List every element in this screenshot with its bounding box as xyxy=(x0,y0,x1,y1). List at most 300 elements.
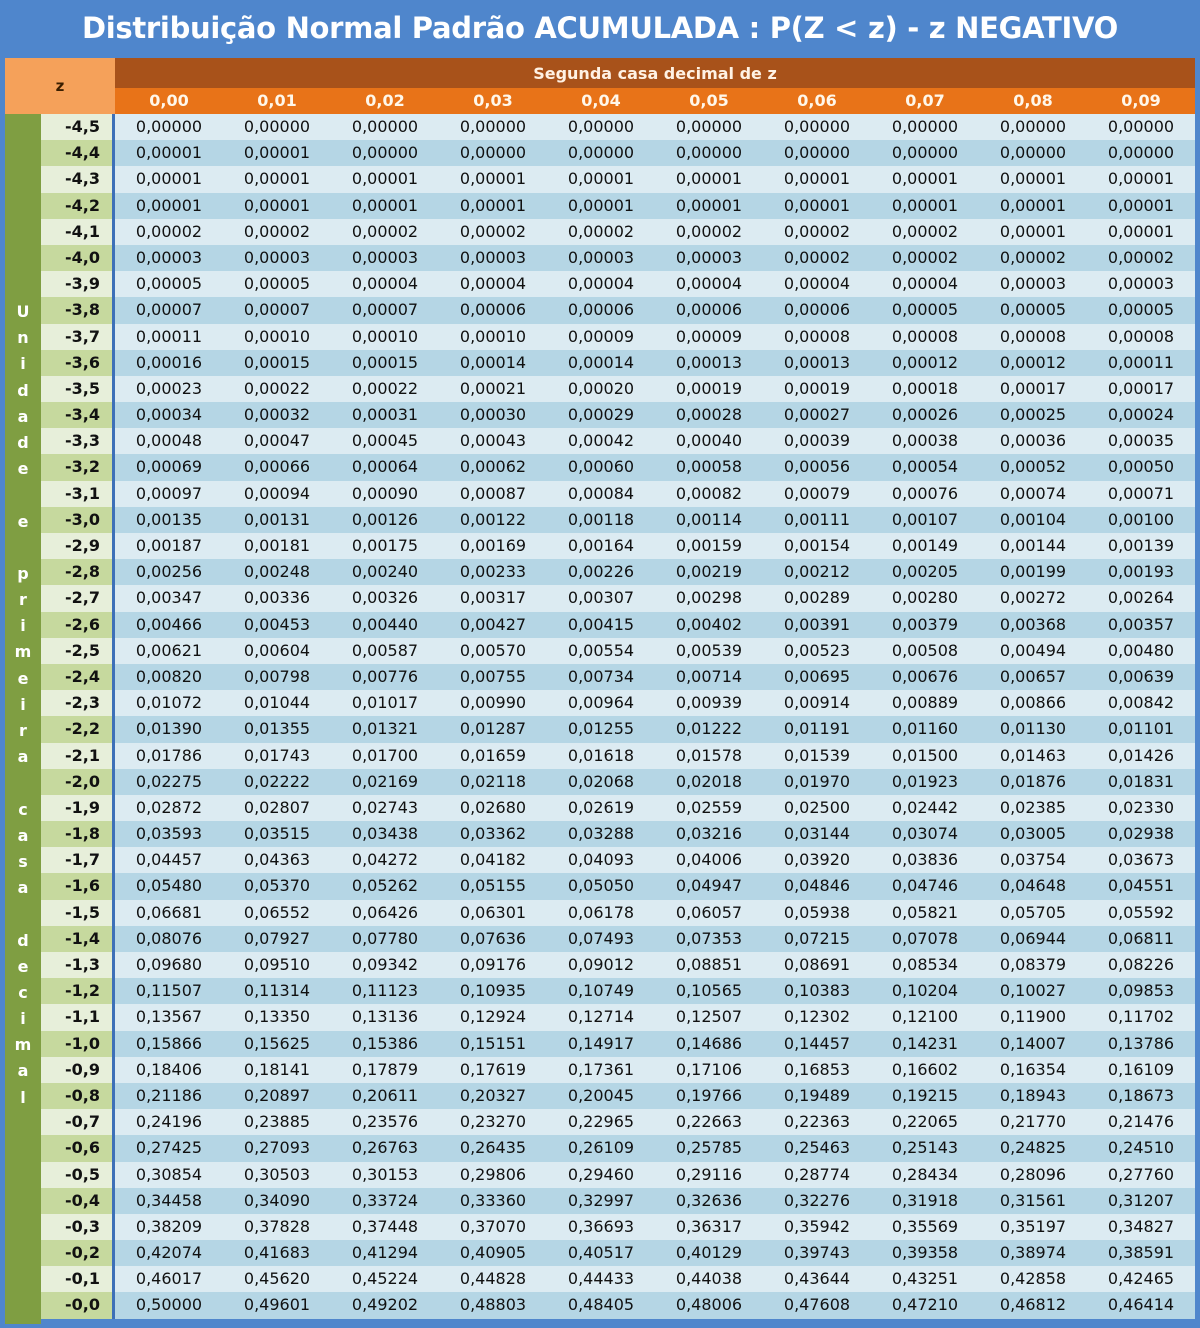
probability-cell: 0,00007 xyxy=(243,300,311,320)
probability-cell: 0,19766 xyxy=(675,1085,743,1105)
probability-cell: 0,05480 xyxy=(135,876,203,896)
probability-cell: 0,00003 xyxy=(999,274,1067,294)
probability-cell: 0,00058 xyxy=(675,457,743,477)
probability-cell: 0,29806 xyxy=(459,1164,527,1184)
probability-cell: 0,12507 xyxy=(675,1007,743,1027)
probability-cell: 0,16853 xyxy=(783,1059,851,1079)
probability-cell: 0,00036 xyxy=(999,431,1067,451)
probability-cell: 0,00187 xyxy=(135,536,203,555)
probability-cell: 0,01390 xyxy=(135,719,203,739)
probability-cell: 0,03074 xyxy=(891,824,959,844)
vertical-label-char: U xyxy=(16,302,30,321)
row-z-label: -0,7 xyxy=(41,1109,115,1135)
probability-cell: 0,06811 xyxy=(1107,928,1175,948)
probability-cell: 0,01160 xyxy=(891,719,959,739)
probability-cell: 0,19489 xyxy=(783,1085,851,1105)
probability-cell: 0,00043 xyxy=(459,431,527,451)
probability-cell: 0,00379 xyxy=(891,614,959,634)
vertical-label-char: m xyxy=(14,642,32,662)
table-row xyxy=(115,114,1195,140)
table-row xyxy=(115,716,1195,742)
probability-cell: 0,00054 xyxy=(891,457,959,477)
probability-cell: 0,14686 xyxy=(675,1033,743,1053)
probability-cell: 0,06426 xyxy=(351,902,419,922)
vertical-label-char: s xyxy=(18,851,28,871)
probability-cell: 0,04272 xyxy=(351,850,419,870)
probability-cell: 0,00866 xyxy=(999,693,1067,713)
probability-cell: 0,06301 xyxy=(459,902,527,922)
probability-cell: 0,02619 xyxy=(567,797,635,817)
vertical-label-char: a xyxy=(17,747,29,767)
probability-cell: 0,06178 xyxy=(567,902,635,922)
probability-cell: 0,00003 xyxy=(351,247,419,267)
vertical-label-char: c xyxy=(18,982,28,1002)
table-row xyxy=(115,978,1195,1004)
probability-cell: 0,14917 xyxy=(567,1033,635,1053)
probability-cell: 0,00107 xyxy=(891,509,959,529)
probability-cell: 0,00000 xyxy=(567,117,635,136)
vertical-label-char: m xyxy=(14,1035,32,1055)
probability-cell: 0,20897 xyxy=(243,1085,311,1105)
probability-cell: 0,38209 xyxy=(135,1216,203,1236)
probability-cell: 0,00657 xyxy=(999,666,1067,686)
probability-cell: 0,04182 xyxy=(459,850,527,870)
probability-cell: 0,00094 xyxy=(243,483,311,503)
probability-cell: 0,00001 xyxy=(135,195,203,215)
vertical-label-char: i xyxy=(20,616,26,636)
probability-cell: 0,00082 xyxy=(675,483,743,503)
vertical-label-char: l xyxy=(20,1087,26,1107)
probability-cell: 0,01191 xyxy=(783,719,851,739)
probability-cell: 0,00226 xyxy=(567,562,635,582)
table-row xyxy=(115,271,1195,297)
vertical-label-char: a xyxy=(17,406,29,426)
probability-cell: 0,47210 xyxy=(891,1295,959,1315)
vertical-label-char: r xyxy=(19,721,27,740)
probability-cell: 0,15151 xyxy=(459,1033,527,1053)
probability-cell: 0,10204 xyxy=(891,981,959,1001)
probability-cell: 0,04363 xyxy=(243,850,311,870)
probability-cell: 0,00040 xyxy=(675,431,743,451)
table-row xyxy=(115,612,1195,638)
vertical-label-char: d xyxy=(17,432,29,452)
probability-cell: 0,11900 xyxy=(999,1007,1067,1027)
probability-cell: 0,00104 xyxy=(999,509,1067,529)
probability-cell: 0,28434 xyxy=(891,1164,959,1184)
probability-cell: 0,00131 xyxy=(243,509,311,529)
probability-cell: 0,17619 xyxy=(459,1059,527,1079)
probability-cell: 0,05592 xyxy=(1107,902,1175,922)
probability-cell: 0,09680 xyxy=(135,955,203,974)
probability-cell: 0,00415 xyxy=(567,614,635,634)
table-row xyxy=(115,638,1195,664)
probability-cell: 0,16602 xyxy=(891,1059,959,1079)
table-row xyxy=(115,847,1195,873)
vertical-label-char: i xyxy=(20,354,26,374)
probability-cell: 0,01618 xyxy=(567,745,635,765)
probability-cell: 0,00181 xyxy=(243,536,311,555)
row-z-label: -0,5 xyxy=(41,1162,115,1188)
probability-cell: 0,42465 xyxy=(1107,1269,1175,1289)
probability-cell: 0,00554 xyxy=(567,640,635,660)
probability-cell: 0,00298 xyxy=(675,588,743,608)
row-z-label: -4,4 xyxy=(41,140,115,166)
probability-cell: 0,21186 xyxy=(135,1085,203,1105)
probability-cell: 0,30503 xyxy=(243,1164,311,1184)
probability-cell: 0,41294 xyxy=(351,1243,419,1263)
probability-cell: 0,44038 xyxy=(675,1269,743,1289)
probability-cell: 0,04746 xyxy=(891,876,959,896)
probability-cell: 0,32276 xyxy=(783,1190,851,1210)
row-z-label: -3,0 xyxy=(41,507,115,533)
probability-cell: 0,03920 xyxy=(783,850,851,870)
probability-cell: 0,50000 xyxy=(135,1295,203,1315)
probability-cell: 0,00023 xyxy=(135,378,203,398)
row-z-label: -1,1 xyxy=(41,1004,115,1030)
probability-cell: 0,00003 xyxy=(243,247,311,267)
probability-cell: 0,10935 xyxy=(459,981,527,1001)
row-z-label: -0,2 xyxy=(41,1240,115,1266)
probability-cell: 0,00069 xyxy=(135,457,203,477)
probability-cell: 0,37070 xyxy=(459,1216,527,1236)
probability-cell: 0,13786 xyxy=(1107,1033,1175,1053)
probability-cell: 0,04093 xyxy=(567,850,635,870)
row-z-label: -3,7 xyxy=(41,324,115,350)
table-row xyxy=(115,664,1195,690)
probability-cell: 0,08379 xyxy=(999,955,1067,974)
probability-cell: 0,00076 xyxy=(891,483,959,503)
probability-cell: 0,00001 xyxy=(567,195,635,215)
row-z-label: -2,6 xyxy=(41,612,115,638)
probability-cell: 0,00001 xyxy=(243,195,311,215)
probability-cell: 0,02938 xyxy=(1107,824,1175,844)
probability-cell: 0,00118 xyxy=(567,509,635,529)
probability-cell: 0,00035 xyxy=(1107,431,1175,451)
probability-cell: 0,07078 xyxy=(891,928,959,948)
probability-cell: 0,03144 xyxy=(783,824,851,844)
probability-cell: 0,00045 xyxy=(351,431,419,451)
probability-cell: 0,00000 xyxy=(351,117,419,136)
probability-cell: 0,02118 xyxy=(459,771,527,791)
probability-cell: 0,00025 xyxy=(999,405,1067,425)
probability-cell: 0,44828 xyxy=(459,1269,527,1289)
column-header: 0,02 xyxy=(365,91,405,110)
probability-cell: 0,00508 xyxy=(891,640,959,660)
probability-cell: 0,20045 xyxy=(567,1085,635,1105)
probability-cell: 0,00060 xyxy=(567,457,635,477)
probability-cell: 0,00000 xyxy=(891,143,959,163)
table-row xyxy=(115,245,1195,271)
probability-cell: 0,22363 xyxy=(783,1112,851,1132)
vertical-label-char: n xyxy=(17,328,29,348)
probability-cell: 0,00326 xyxy=(351,588,419,608)
probability-cell: 0,00357 xyxy=(1107,614,1175,634)
probability-cell: 0,09342 xyxy=(351,955,419,974)
probability-cell: 0,00199 xyxy=(999,562,1067,582)
probability-cell: 0,01831 xyxy=(1107,771,1175,791)
probability-cell: 0,31561 xyxy=(999,1190,1067,1210)
vertical-label-char: c xyxy=(18,799,28,819)
probability-cell: 0,00427 xyxy=(459,614,527,634)
probability-cell: 0,05821 xyxy=(891,902,959,922)
probability-cell: 0,01255 xyxy=(567,719,635,739)
probability-cell: 0,16354 xyxy=(999,1059,1067,1079)
probability-cell: 0,00000 xyxy=(891,117,959,136)
probability-cell: 0,48006 xyxy=(675,1295,743,1315)
probability-cell: 0,00034 xyxy=(135,405,203,425)
probability-cell: 0,02500 xyxy=(783,797,851,817)
probability-cell: 0,00587 xyxy=(351,640,419,660)
probability-cell: 0,39358 xyxy=(891,1243,959,1263)
probability-cell: 0,01970 xyxy=(783,771,851,791)
probability-cell: 0,37828 xyxy=(243,1216,311,1236)
probability-cell: 0,17106 xyxy=(675,1059,743,1079)
row-z-label: -3,1 xyxy=(41,481,115,507)
probability-cell: 0,15625 xyxy=(243,1033,311,1053)
probability-cell: 0,00050 xyxy=(1107,457,1175,477)
probability-cell: 0,23576 xyxy=(351,1112,419,1132)
probability-cell: 0,00347 xyxy=(135,588,203,608)
probability-cell: 0,00011 xyxy=(1107,352,1175,372)
probability-cell: 0,00154 xyxy=(783,536,851,555)
row-z-label: -2,5 xyxy=(41,638,115,664)
page-title: Distribuição Normal Padrão ACUMULADA : P(Z < z) - z NEGATIVO xyxy=(81,11,1119,45)
probability-cell: 0,00039 xyxy=(783,431,851,451)
probability-cell: 0,00695 xyxy=(783,666,851,686)
probability-cell: 0,00001 xyxy=(459,195,527,215)
probability-cell: 0,02068 xyxy=(567,771,635,791)
probability-cell: 0,33724 xyxy=(351,1190,419,1210)
probability-cell: 0,04947 xyxy=(675,876,743,896)
probability-cell: 0,22065 xyxy=(891,1112,959,1132)
probability-cell: 0,24510 xyxy=(1107,1138,1175,1158)
probability-cell: 0,00842 xyxy=(1107,693,1175,713)
probability-cell: 0,46414 xyxy=(1107,1295,1175,1315)
vertical-label-char: a xyxy=(17,878,29,898)
probability-cell: 0,07927 xyxy=(243,928,311,948)
probability-cell: 0,07215 xyxy=(783,928,851,948)
probability-cell: 0,08691 xyxy=(783,955,851,974)
probability-cell: 0,00001 xyxy=(891,169,959,189)
row-z-label: -0,8 xyxy=(41,1083,115,1109)
probability-cell: 0,00000 xyxy=(243,117,311,136)
probability-cell: 0,00004 xyxy=(675,274,743,294)
probability-cell: 0,18141 xyxy=(243,1059,311,1079)
probability-cell: 0,00017 xyxy=(999,378,1067,398)
probability-cell: 0,00015 xyxy=(351,352,419,372)
probability-cell: 0,00014 xyxy=(567,352,635,372)
probability-cell: 0,00135 xyxy=(135,509,203,529)
probability-cell: 0,00494 xyxy=(999,640,1067,660)
probability-cell: 0,20327 xyxy=(459,1085,527,1105)
table-row xyxy=(115,297,1195,323)
probability-cell: 0,09510 xyxy=(243,955,311,974)
probability-cell: 0,11702 xyxy=(1107,1007,1175,1027)
probability-cell: 0,21476 xyxy=(1107,1112,1175,1132)
probability-cell: 0,00006 xyxy=(783,300,851,320)
probability-cell: 0,35942 xyxy=(783,1216,851,1236)
probability-cell: 0,00002 xyxy=(891,247,959,267)
probability-cell: 0,00001 xyxy=(351,169,419,189)
row-label-column xyxy=(41,114,115,1324)
probability-cell: 0,01500 xyxy=(891,745,959,765)
probability-cell: 0,00539 xyxy=(675,640,743,660)
vertical-label-char: i xyxy=(20,694,26,714)
probability-cell: 0,26435 xyxy=(459,1138,527,1158)
probability-cell: 0,00019 xyxy=(783,378,851,398)
table-row xyxy=(115,821,1195,847)
probability-cell: 0,00029 xyxy=(567,405,635,425)
probability-cell: 0,00006 xyxy=(459,300,527,320)
probability-cell: 0,00031 xyxy=(351,405,419,425)
probability-cell: 0,00062 xyxy=(459,457,527,477)
probability-cell: 0,03005 xyxy=(999,824,1067,844)
table-row xyxy=(115,166,1195,192)
probability-cell: 0,00022 xyxy=(243,378,311,398)
probability-cell: 0,00002 xyxy=(135,221,203,241)
probability-cell: 0,43251 xyxy=(891,1269,959,1289)
probability-cell: 0,00000 xyxy=(1107,143,1175,163)
probability-cell: 0,00028 xyxy=(675,405,743,425)
table-row xyxy=(115,743,1195,769)
row-z-label: -1,9 xyxy=(41,795,115,821)
probability-cell: 0,03216 xyxy=(675,824,743,844)
probability-cell: 0,01426 xyxy=(1107,745,1175,765)
probability-cell: 0,01044 xyxy=(243,693,311,713)
probability-cell: 0,00248 xyxy=(243,562,311,582)
probability-cell: 0,00004 xyxy=(783,274,851,294)
probability-cell: 0,00002 xyxy=(891,221,959,241)
probability-cell: 0,12714 xyxy=(567,1007,635,1027)
table-row xyxy=(115,1057,1195,1083)
probability-cell: 0,00714 xyxy=(675,666,743,686)
probability-cell: 0,00001 xyxy=(891,195,959,215)
probability-cell: 0,37448 xyxy=(351,1216,419,1236)
probability-cell: 0,07636 xyxy=(459,928,527,948)
probability-cell: 0,03515 xyxy=(243,824,311,844)
probability-cell: 0,00000 xyxy=(675,143,743,163)
probability-cell: 0,00003 xyxy=(459,247,527,267)
row-z-label: -3,5 xyxy=(41,376,115,402)
probability-cell: 0,11314 xyxy=(243,981,311,1001)
probability-cell: 0,00002 xyxy=(243,221,311,241)
probability-cell: 0,00030 xyxy=(459,405,527,425)
probability-cell: 0,43644 xyxy=(783,1269,851,1289)
probability-cell: 0,00001 xyxy=(135,169,203,189)
probability-cell: 0,00047 xyxy=(243,431,311,451)
probability-cell: 0,00001 xyxy=(675,169,743,189)
row-z-label: -0,9 xyxy=(41,1057,115,1083)
probability-cell: 0,01876 xyxy=(999,771,1067,791)
probability-cell: 0,00012 xyxy=(891,352,959,372)
probability-cell: 0,00914 xyxy=(783,693,851,713)
probability-cell: 0,27425 xyxy=(135,1138,203,1158)
probability-cell: 0,00676 xyxy=(891,666,959,686)
probability-cell: 0,10383 xyxy=(783,981,851,1001)
table-row xyxy=(115,1031,1195,1057)
probability-cell: 0,38974 xyxy=(999,1243,1067,1263)
probability-cell: 0,00604 xyxy=(243,640,311,660)
probability-cell: 0,26109 xyxy=(567,1138,635,1158)
probability-cell: 0,00219 xyxy=(675,562,743,582)
probability-cell: 0,01578 xyxy=(675,745,743,765)
row-z-label: -3,6 xyxy=(41,350,115,376)
probability-cell: 0,12924 xyxy=(459,1007,527,1027)
probability-cell: 0,00480 xyxy=(1107,640,1175,660)
probability-cell: 0,40905 xyxy=(459,1243,527,1263)
probability-cell: 0,00001 xyxy=(783,169,851,189)
probability-cell: 0,34090 xyxy=(243,1190,311,1210)
probability-cell: 0,46812 xyxy=(999,1295,1067,1315)
probability-cell: 0,07493 xyxy=(567,928,635,948)
probability-cell: 0,00111 xyxy=(783,509,851,529)
probability-cell: 0,23270 xyxy=(459,1112,527,1132)
table-row xyxy=(115,952,1195,978)
probability-cell: 0,00240 xyxy=(351,562,419,582)
probability-cell: 0,35569 xyxy=(891,1216,959,1236)
table-row xyxy=(115,1004,1195,1030)
probability-cell: 0,07780 xyxy=(351,928,419,948)
probability-cell: 0,00005 xyxy=(891,300,959,320)
row-z-label: -2,8 xyxy=(41,559,115,585)
vertical-label-char xyxy=(20,770,26,796)
vertical-label-char: d xyxy=(17,930,29,950)
probability-cell: 0,00042 xyxy=(567,431,635,451)
probability-cell: 0,00440 xyxy=(351,614,419,634)
probability-cell: 0,00889 xyxy=(891,693,959,713)
vertical-label-char: e xyxy=(17,511,29,531)
probability-cell: 0,00007 xyxy=(135,300,203,320)
probability-cell: 0,06681 xyxy=(135,902,203,922)
probability-cell: 0,00038 xyxy=(891,431,959,451)
probability-cell: 0,36693 xyxy=(567,1216,635,1236)
probability-cell: 0,00002 xyxy=(783,221,851,241)
probability-cell: 0,08226 xyxy=(1107,955,1175,974)
probability-cell: 0,00100 xyxy=(1107,509,1175,529)
probability-cell: 0,03438 xyxy=(351,824,419,844)
vertical-label-char: a xyxy=(17,1061,29,1081)
probability-cell: 0,00009 xyxy=(567,326,635,346)
probability-cell: 0,04006 xyxy=(675,850,743,870)
row-z-label: -3,4 xyxy=(41,402,115,428)
row-z-label: -2,4 xyxy=(41,664,115,690)
probability-cell: 0,00056 xyxy=(783,457,851,477)
probability-cell: 0,00280 xyxy=(891,588,959,608)
vertical-label-char xyxy=(20,901,26,927)
probability-cell: 0,04846 xyxy=(783,876,851,896)
probability-cell: 0,29116 xyxy=(675,1164,743,1184)
vertical-label-char: e xyxy=(17,956,29,976)
probability-cell: 0,00022 xyxy=(351,378,419,398)
probability-cell: 0,00090 xyxy=(351,483,419,503)
probability-cell: 0,11507 xyxy=(135,981,203,1001)
probability-cell: 0,00008 xyxy=(999,326,1067,346)
column-header: 0,03 xyxy=(473,91,513,110)
probability-cell: 0,00000 xyxy=(351,143,419,163)
vertical-label-char: e xyxy=(17,668,29,688)
probability-cell: 0,14457 xyxy=(783,1033,851,1053)
probability-cell: 0,00307 xyxy=(567,588,635,608)
probability-cell: 0,00032 xyxy=(243,405,311,425)
probability-cell: 0,08851 xyxy=(675,955,743,974)
row-z-label: -2,7 xyxy=(41,585,115,611)
probability-cell: 0,34458 xyxy=(135,1190,203,1210)
probability-cell: 0,07353 xyxy=(675,928,743,948)
probability-cell: 0,00064 xyxy=(351,457,419,477)
probability-cell: 0,03754 xyxy=(999,850,1067,870)
probability-cell: 0,03288 xyxy=(567,824,635,844)
probability-cell: 0,12100 xyxy=(891,1007,959,1027)
